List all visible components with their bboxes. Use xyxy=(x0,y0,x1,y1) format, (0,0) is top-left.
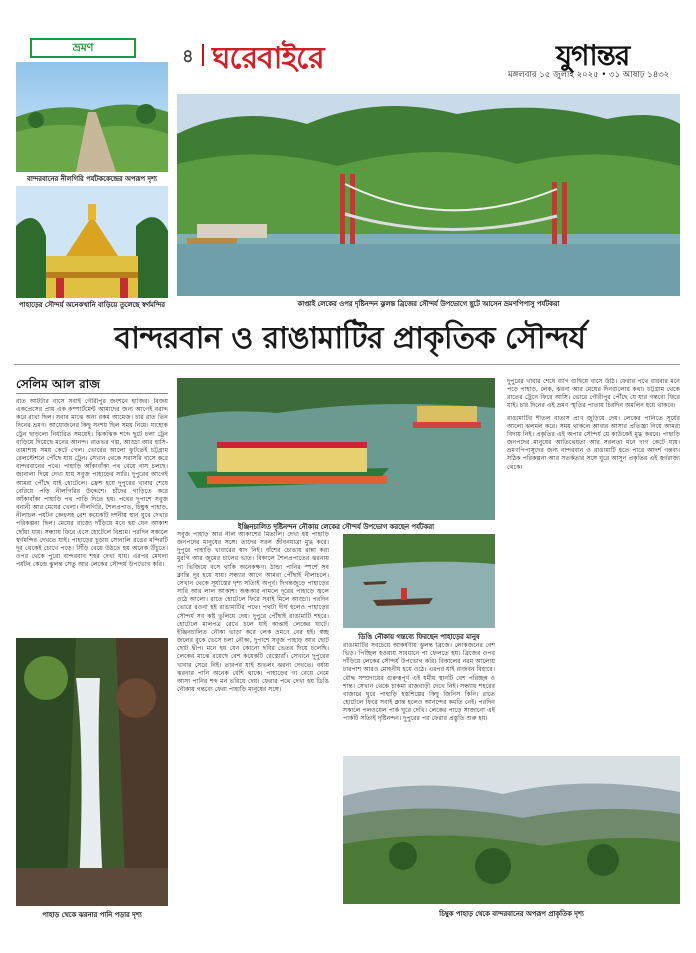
caption-waterfall: পাহাড় থেকে ঝরনার পানি পড়ার দৃশ্য xyxy=(42,911,142,919)
author-rule xyxy=(16,393,168,394)
page-separator xyxy=(202,44,204,66)
photo-waterfall xyxy=(16,638,168,906)
photo-hanging-bridge xyxy=(177,94,680,296)
newspaper-logo: যুগান্তর xyxy=(556,39,630,72)
caption-engine-boat: ইঞ্জিনচালিত দৃষ্টিনন্দন নৌকায় লেকের সৌন্দর্য উপভোগ করছেন পর্যটকরা xyxy=(237,523,435,531)
page-number: ৪ xyxy=(182,46,194,67)
article-headline: বান্দরবান ও রাঙামাটির প্রাকৃতিক সৌন্দর্য xyxy=(114,321,586,356)
section-tag: ভ্রমণ xyxy=(30,38,136,58)
headline-rule xyxy=(14,364,680,365)
caption-hanging-bridge: কাপ্তাই লেকের ওপর দৃষ্টিনন্দন ঝুলন্ত ব্রিজের সৌন্দর্য উপভোগে ছুটে আসেন ভ্রমণপিপাসু পর্যটকরা xyxy=(297,300,560,308)
photo-golden-temple xyxy=(16,186,168,298)
article-column-4: দুপুরের খাবার শেষে ব্যাগ গুছিয়ে বাসে উঠি। ফেরার পথে বারবার মনে পড়ে পাহাড়, লেক, ঝরনা আর মেঘের দিনগুলোর কথা। চট্টগ্রাম থেকে রাতের ট্রেনে ফিরে আসি। ভোরে গৌরীপুর পৌঁছে যে যার গন্তব্যে ফিরে যাই। চার দিনের এই ভ্রমণ স্মৃতির পাতায় চিরদিন অমলিন হয়ে থাকবে। রাঙামাটির শীতল বাতাস প্রাণ জুড়িয়ে দেয়। লেকের পানিতে সূর্যের আলো ঝলমল করে। সময় থাকলে আবার আসার প্রতিজ্ঞা নিয়ে আমরা বিদায় নিই। প্রকৃতির এই অপার সৌন্দর্য যে কাউকেই মুগ্ধ করবে। পাহাড়ি জনপদের মানুষের আতিথেয়তা আর সরলতা মনে দাগ কেটে যায়। ভ্রমণপিপাসুদের জন্য বান্দরবান ও রাঙামাটি হতে পারে আদর্শ গন্তব্য। সঠিক পরিকল্পনা আর সতর্কতার সঙ্গে ঘুরে আসুন প্রকৃতির এই স্বর্গরাজ্য থেকে। xyxy=(507,378,680,471)
article-column-1: রাত আটটার বাসে সবাই গৌরীপুর জংশনে হাজির। বিজয় একপ্রেসের প্রায় এক কম্পার্টমেন্ট আমাদের জন্য আগেই বরাদ্দ করে রাখা ছিল। সবার মাঝে অন্য রকম আমেজ। চার রাত তিন দিনের ভ্রমণ। আয়োজনের কিছু সংশয় ছিল সময় নিয়ে। যাহোক ট্রেন ছাড়লো নির্ধারিত সময়েই। ঝিকঝিক শব্দে ছুটে চলা ট্রেন বাড়িয়ে দিয়েছে মনের আনন্দ। রাতভর গল্প, আড্ডা আর হাসি-তামাশায় সময় কেটে গেল। ভোরের আলো ফুটতেই চট্টগ্রাম রেলস্টেশনে পৌঁছে যায় ট্রেন। সেখান থেকে সরাসরি বাসে করে বান্দরবানের পথে। পাহাড়ি আঁকাবাঁকা পথ বেয়ে বাস চলছে। জানালা দিয়ে দেখা যায় সবুজ পাহাড়ের সারি। দুপুরের আগেই আমরা পৌঁছে যাই হোটেলে। ফ্রেশ হয়ে দুপুরের খাবার শেষে বেরিয়ে পড়ি নীলগিরির উদ্দেশে। চাঁদের গাড়িতে করে আঁকাবাঁকা পাহাড়ি পথ পাড়ি দিতে হয়। পথের দুপাশে সবুজ বনানী আর মেঘের খেলা। নীলগিরি, শৈলপ্রপাত, চিম্বুক পাহাড়, নীলাচল পর্যটন কেন্দ্রসহ বেশ কয়েকটি দর্শনীয় স্থান ঘুরে দেখার পরিকল্পনা ছিল। মেঘের রাজ্যে দাঁড়িয়ে মনে হয় যেন আকাশ ছোঁয়া যায়। সন্ধ্যায় ফিরে এসে হোটেলে বিশ্রাম। পরদিন সকালে স্বর্ণমন্দির দেখতে যাই। পাহাড়ের চূড়ায় সোনালি রঙের মন্দিরটি দূর থেকেই চোখে পড়ে। সিঁড়ি বেয়ে উঠতে হয় অনেক উঁচুতে। ওপর থেকে পুরো বান্দরবান শহর দেখা যায়। এরপর মেঘলা পর্যটন কেন্দ্রে ঝুলন্ত সেতু আর লেকের সৌন্দর্য উপভোগ করি। xyxy=(16,398,168,569)
caption-chimbuk-hills: চিম্বুক পাহাড় থেকে বান্দরবানের অপরূপ প্রাকৃতিক দৃশ্য xyxy=(439,910,584,918)
photo-nilgiri-road xyxy=(16,62,168,172)
article-column-3: রাঙামাটির সবচেয়ে আকর্ষণীয় ঝুলন্ত ব্রিজে। লোকজনের বেশ ভিড়। পিচ্ছিল হওয়ায় সাবধানে পা ফেলতে হয়। ব্রিজের ওপর দাঁড়িয়ে লেকের সৌন্দর্য উপভোগ করি। বিকালের নরম আলোয় চারপাশ আরও মোহনীয় হয়ে ওঠে। এরপর যাই রাজবন বিহারে। বৌদ্ধ সম্প্রদায়ের গুরুত্বপূর্ণ এই ধর্মীয় স্থানটি বেশ পরিচ্ছন্ন ও শান্ত। সেখান থেকে চাকমা রাজবাড়ী দেখে নিই। সন্ধ্যায় শহরের বাজারে ঘুরে পাহাড়ি হস্তশিল্পের কিছু জিনিস কিনি। রাতে হোটেলে ফিরে সবাই ক্লান্ত হলেও আনন্দের কমতি নেই। পরদিন সকালে পলওয়েল পার্ক ঘুরে দেখি। লেকের পাড়ে সাজানো এই পার্কটি সত্যিই দৃষ্টিনন্দন। দুপুরের পর ফেরার প্রস্তুতি শুরু হয়। xyxy=(343,642,495,723)
caption-dinghy: ডিঙি নৌকায় গন্তব্যে ফিরছেন পাহাড়ের মানুষ xyxy=(358,633,480,641)
photo-chimbuk-hills xyxy=(343,756,680,904)
article-column-2: সবুজ পাহাড় আর নীল আকাশের মিতালি। দেখা হয় পাহাড়ি জনপদের মানুষের সঙ্গে। তাদের সরল জীবনযাত্রা মুগ্ধ করে। দুপুরে পাহাড়ি খাবারের স্বাদ নিই। বাঁশের চোঙায় রান্না করা মুরগি আর জুমের চালের ভাত। বিকালে শৈলপ্রপাতের ঝরনায় পা ভিজিয়ে বসে থাকি অনেকক্ষণ। ঠান্ডা পানির স্পর্শে সব ক্লান্তি দূর হয়ে যায়। সন্ধ্যার আগে আমরা পৌঁছাই নীলাচলে। সেখান থেকে সূর্যাস্তের দৃশ্য সত্যিই অপূর্ব। দিগন্তজুড়ে পাহাড়ের সারি আর লাল আকাশ। অন্ধকার নামলে দূরের পাহাড়ে জ্বলে ওঠে আলো। রাতে হোটেলে ফিরে সবাই মিলে আড্ডা। পরদিন ভোরে রওনা হই রাঙামাটির পথে। পথটা দীর্ঘ হলেও পাহাড়ের সৌন্দর্য সব কষ্ট ভুলিয়ে দেয়। দুপুরে পৌঁছাই রাঙামাটি শহরে। হোটেলে মালপত্র রেখে চলে যাই কাপ্তাই লেকের ঘাটে। ইঞ্জিনচালিত নৌকা ভাড়া করে লেক ভ্রমণে বের হই। স্বচ্ছ জলের বুকে ভেসে চলা নৌকা, দুপাশে সবুজ পাহাড় আর ছোট ছোট দ্বীপ। মনে হয় যেন কোনো ছবির ভেতর দিয়ে চলেছি। লেকের মাঝে রয়েছে বেশ কয়েকটি রেস্তোরাঁ। সেখানে দুপুরের খাবার সেরে নিই। তারপর যাই শুভলং ঝরনা দেখতে। বর্ষায় ঝরনার পানি অনেক বেশি থাকে। পাহাড়ের গা বেয়ে নেমে আসা পানির শব্দ মন ভরিয়ে দেয়। ফেরার পথে দেখা হয় ডিঙি নৌকায় গন্তব্যে ফেরা পাহাড়ি মানুষের সঙ্গে। xyxy=(177,531,329,693)
article-column-5: রাঙামাটির শীতল বাতাস প্রাণ জুড়িয়ে দেয়। লেকের পানিতে সূর্যের আলো ঝলমল করে। সময় থাকলে আবার আসার প্রতিজ্ঞা নিয়ে আমরা বিদায় নিই। প্রকৃতির এই অপার সৌন্দর্য যে কাউকেই মুগ্ধ করবে। পাহাড়ি জনপদের মানুষের আতিথেয়তা আর সরলতা মনে দাগ কেটে যায়। ভ্রমণপিপাসুদের জন্য বান্দরবান ও রাঙামাটি হতে পারে আদর্শ গন্তব্য। সঠিক পরিকল্পনা আর সতর্কতার সঙ্গে ঘুরে আসুন প্রকৃতির এই স্বর্গরাজ্য থেকে। xyxy=(507,414,680,471)
date-line: মঙ্গলবার ১৫ জুলাই ২০২৫ • ৩১ আষাঢ় ১৪৩২ xyxy=(508,70,670,80)
photo-dinghy-boat xyxy=(343,534,495,628)
photo-engine-boat xyxy=(177,378,495,520)
caption-golden-temple: পাহাড়ের সৌন্দর্য অনেকখানি বাড়িয়ে তুলেছে স্বর্ণমন্দির xyxy=(19,301,165,309)
caption-nilgiri: বান্দরবানের নীলগিরি পর্যটককেন্দ্রের অপরূপ দৃশ্য xyxy=(27,175,157,183)
section-masthead: ঘরেবাইরে xyxy=(212,41,324,76)
author-byline: সেলিম আল রাজ xyxy=(16,377,100,391)
